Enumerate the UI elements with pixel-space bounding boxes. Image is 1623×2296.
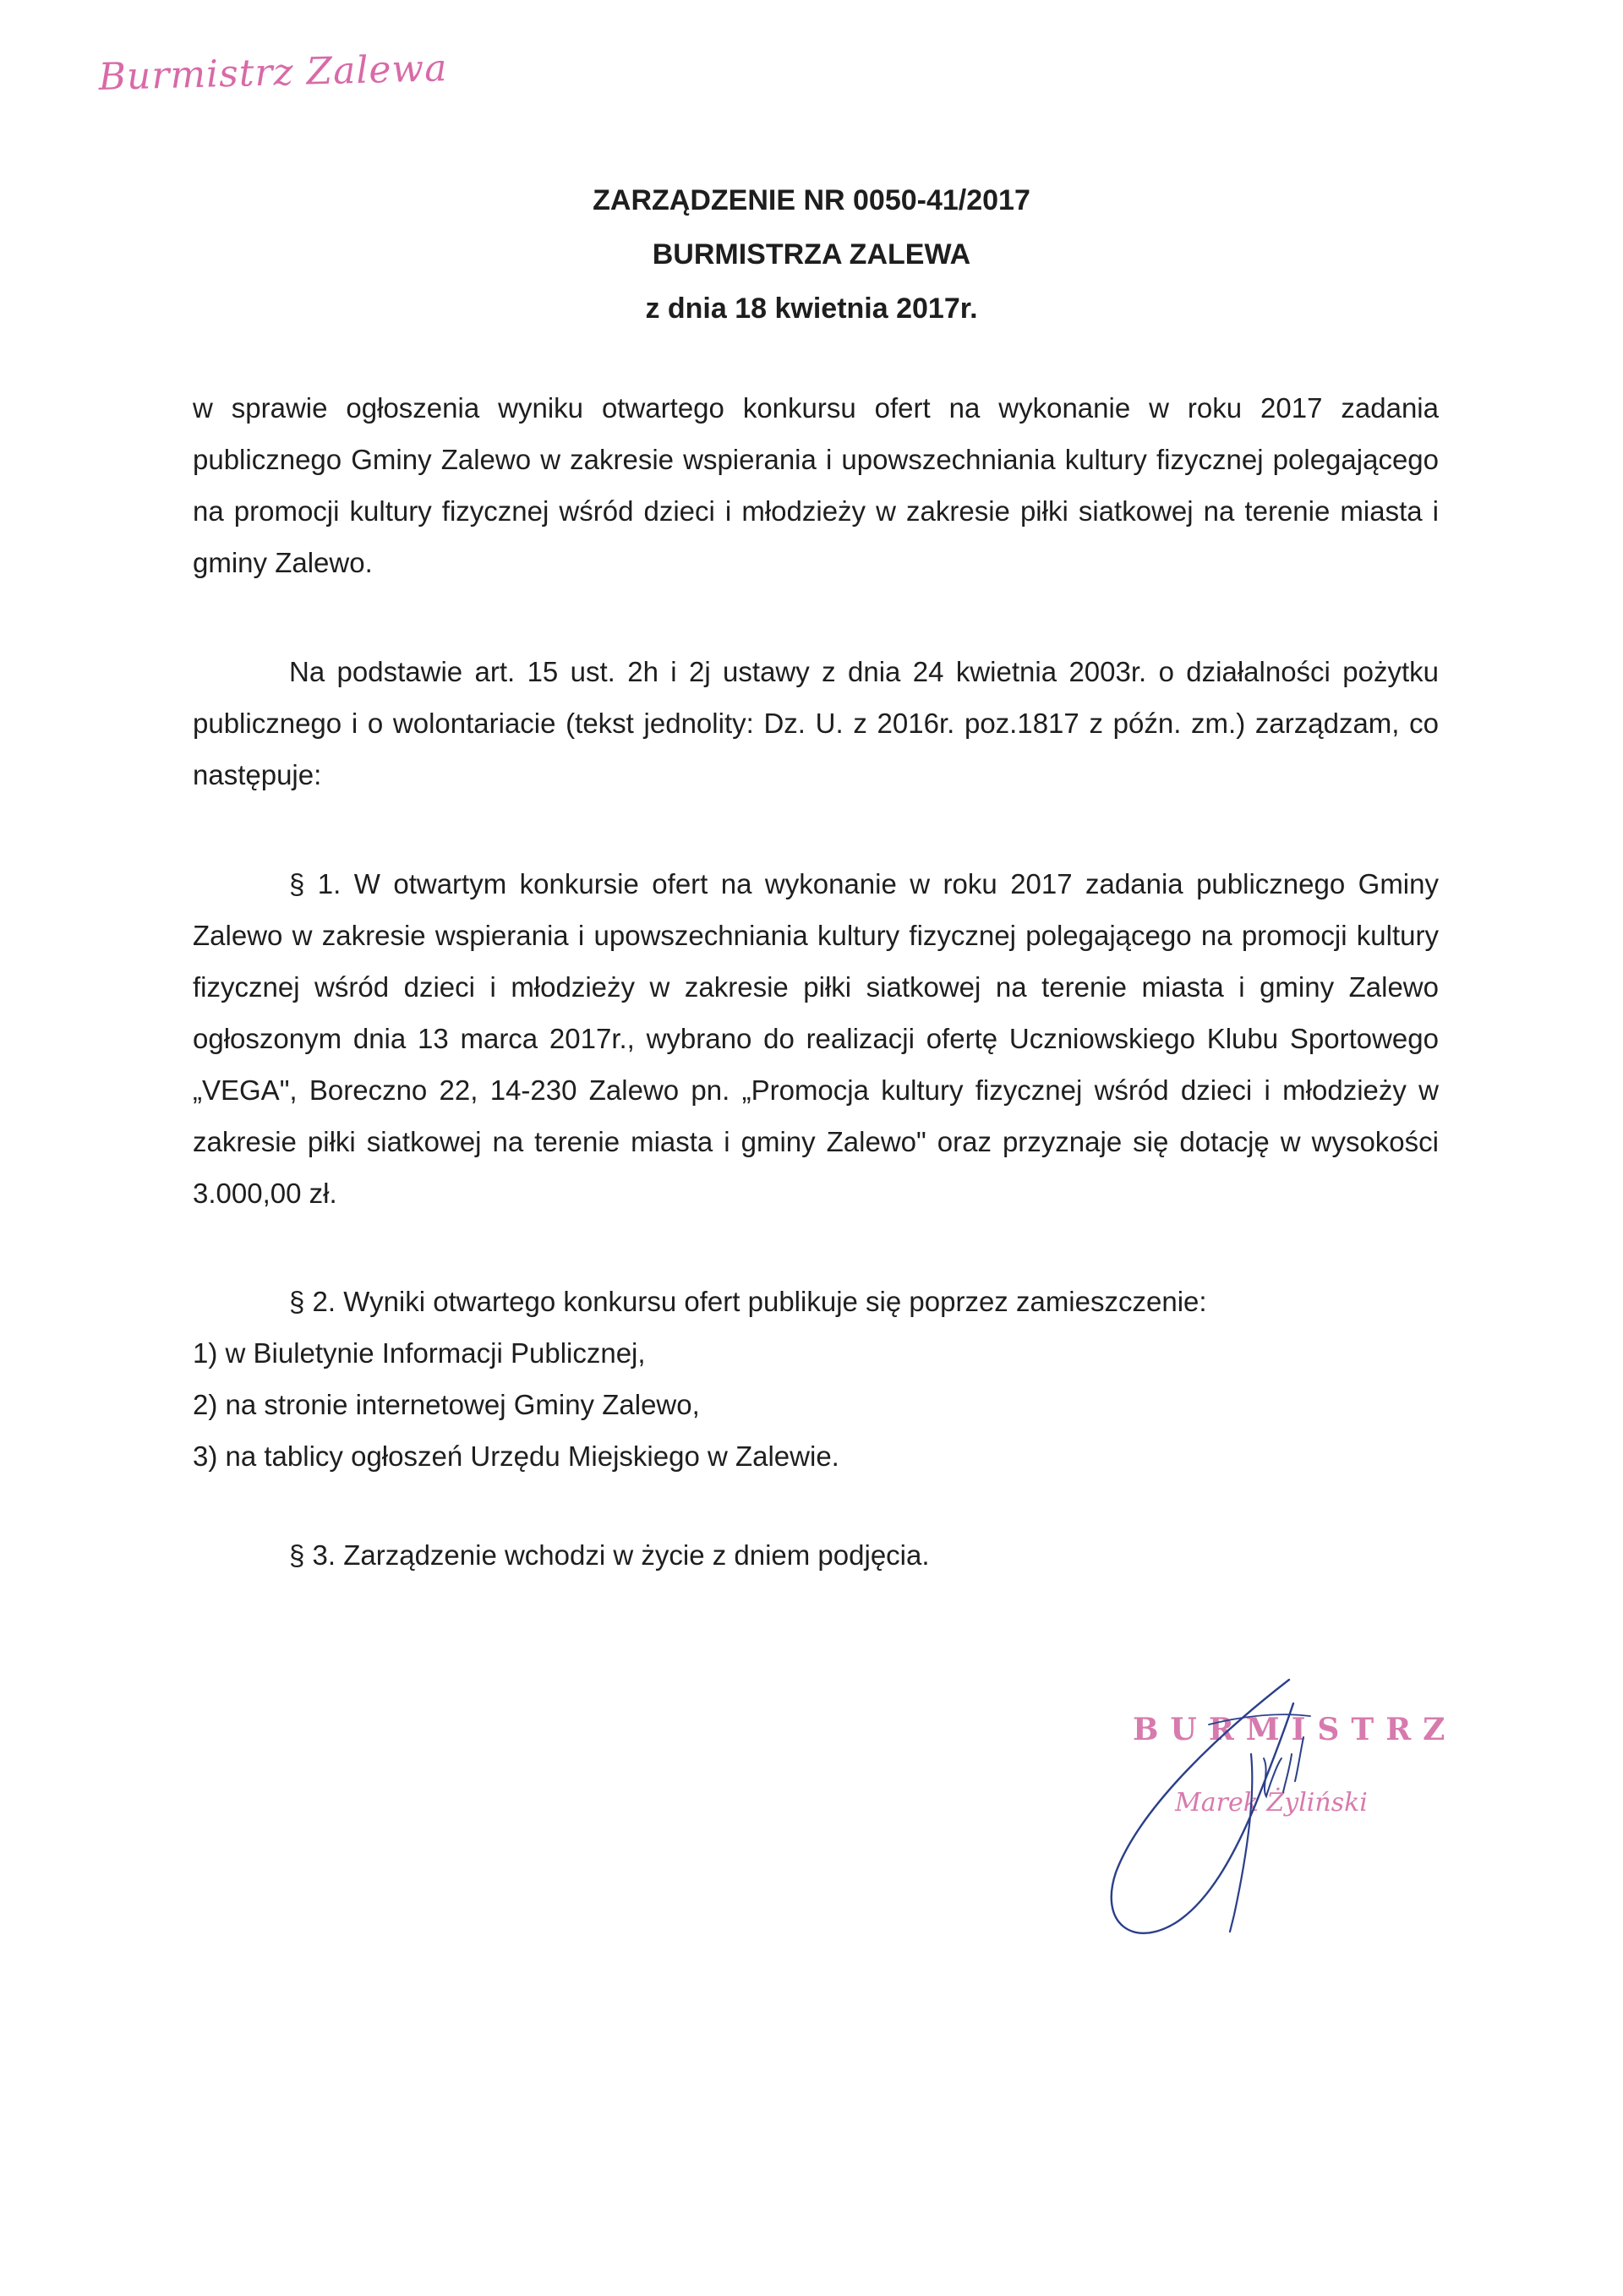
list-item: 1) w Biuletynie Informacji Publicznej, — [193, 1337, 646, 1369]
document-title — [0, 173, 1623, 336]
list-item: 3) na tablicy ogłoszeń Urzędu Miejskiego w Zalewie. — [193, 1440, 839, 1472]
section-2 — [193, 1276, 1439, 1482]
list-item: 2) na stronie internetowej Gminy Zalewo, — [193, 1389, 700, 1420]
legal-basis-paragraph: Na podstawie art. 15 ust. 2h i 2j ustawy z dnia 24 kwietnia 2003r. o działalności pożytku publicznego i o wolontariacie (tekst jednolity: Dz. U. z 2016r. poz.1817 z późn. zm.) zarządzam, co następuje: — [193, 656, 1439, 790]
handwritten-signature — [1082, 1678, 1437, 1957]
section-3-paragraph: § 3. Zarządzenie wchodzi w życie z dniem podjęcia. — [289, 1539, 930, 1571]
title-line-2: BURMISTRZA ZALEWA — [652, 238, 971, 271]
title-line-1: ZARZĄDZENIE NR 0050-41/2017 — [593, 184, 1030, 216]
title-line-3: z dnia 18 kwietnia 2017r. — [645, 292, 978, 325]
stamp-name: Marek Żyliński — [1175, 1788, 1368, 1818]
section-1-paragraph: § 1. W otwartym konkursie ofert na wykonanie w roku 2017 zadania publicznego Gminy Zalewo w zakresie wspierania i upowszechniania kultury fizycznej polegającego na promocji kultury fizycznej wśród dzieci i młodzieży w zakresie piłki siatkowej na terenie miasta i gminy Zalewo ogłoszonym dnia 13 marca 2017r., wybrano do realizacji ofertę Uczniowskiego Klubu Sportowego „VEGA", Boreczno 22, 14-230 Zalewo pn. „Promocja kultury fizycznej wśród dzieci i młodzieży w zakresie piłki siatkowej na terenie miasta i gminy Zalewo" oraz przyznaje się dotację w wysokości 3.000,00 zł. — [193, 868, 1439, 1209]
section-2-intro: § 2. Wyniki otwartego konkursu ofert publikuje się poprzez zamieszczenie: — [289, 1286, 1207, 1317]
header-stamp: Burmistrz Zalewa — [98, 46, 448, 99]
subject-paragraph: w sprawie ogłoszenia wyniku otwartego konkursu ofert na wykonanie w roku 2017 zadania publicznego Gminy Zalewo w zakresie wspierania i upowszechniania kultury fizycznej polegającego na promocji kultury fizycznej wśród dzieci i młodzieży w zakresie piłki siatkowej na terenie miasta i gminy Zalewo. — [193, 392, 1439, 578]
signature-stamp — [1082, 1678, 1457, 1957]
stamp-title: BURMISTRZ — [1133, 1712, 1457, 1747]
